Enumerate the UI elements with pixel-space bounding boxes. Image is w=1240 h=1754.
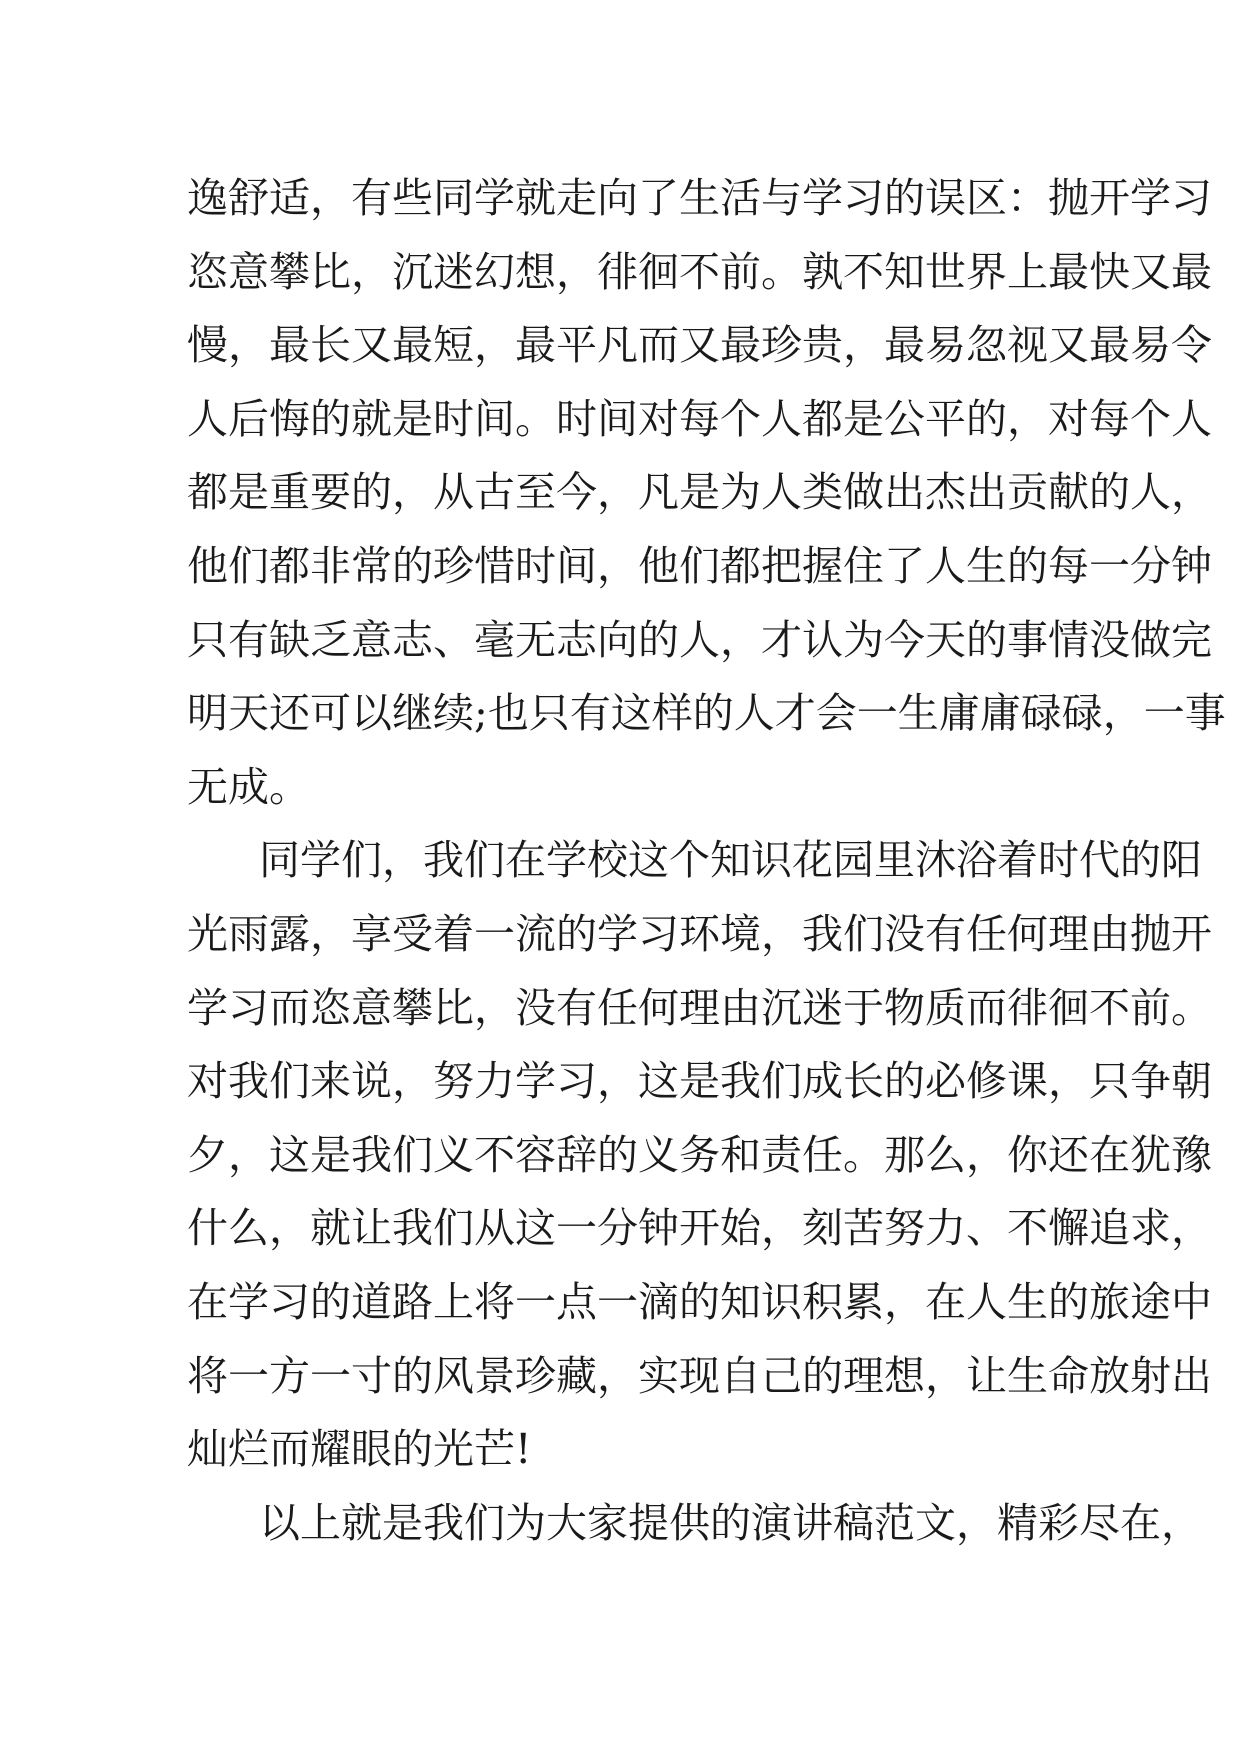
paragraph-1 xyxy=(187,162,1226,824)
text-line: 学习而恣意攀比，没有任何理由沉迷于物质而徘徊不前。 xyxy=(187,983,1212,1032)
text-line: 明天还可以继续;也只有这样的人才会一生庸庸碌碌，一事 xyxy=(187,689,1226,738)
text-line: 对我们来说，努力学习，这是我们成长的必修课，只争朝 xyxy=(187,1057,1212,1106)
text-line: 什么，就让我们从这一分钟开始，刻苦努力、不懈追求， xyxy=(187,1204,1212,1253)
text-line: 都是重要的，从古至今，凡是为人类做出杰出贡献的人， xyxy=(187,468,1212,517)
text-line: 以上就是我们为大家提供的演讲稿范文，精彩尽在， xyxy=(259,1498,1202,1547)
body-text xyxy=(187,162,1226,1560)
text-line: 只有缺乏意志、毫无志向的人，才认为今天的事情没做完 xyxy=(187,615,1212,664)
text-line: 夕，这是我们义不容辞的义务和责任。那么，你还在犹豫 xyxy=(187,1130,1212,1179)
text-line: 光雨露，享受着一流的学习环境，我们没有任何理由抛开 xyxy=(187,909,1212,958)
text-line: 人后悔的就是时间。时间对每个人都是公平的，对每个人 xyxy=(187,394,1212,443)
text-line: 无成。 xyxy=(187,762,310,811)
paragraph-2 xyxy=(187,824,1212,1486)
text-line: 同学们，我们在学校这个知识花园里沐浴着时代的阳 xyxy=(259,836,1202,885)
paragraph-3 xyxy=(187,1487,1202,1561)
text-line: 慢，最长又最短，最平凡而又最珍贵，最易忽视又最易令 xyxy=(187,321,1212,370)
text-line: 在学习的道路上将一点一滴的知识积累，在人生的旅途中 xyxy=(187,1277,1212,1326)
text-line: 恣意攀比，沉迷幻想，徘徊不前。孰不知世界上最快又最 xyxy=(187,247,1212,296)
text-line: 他们都非常的珍惜时间，他们都把握住了人生的每一分钟 xyxy=(187,541,1212,590)
text-line: 灿烂而耀眼的光芒! xyxy=(187,1425,532,1474)
text-line: 逸舒适，有些同学就走向了生活与学习的误区：抛开学习 xyxy=(187,174,1212,222)
text-line: 将一方一寸的风景珍藏，实现自己的理想，让生命放射出 xyxy=(187,1351,1212,1400)
